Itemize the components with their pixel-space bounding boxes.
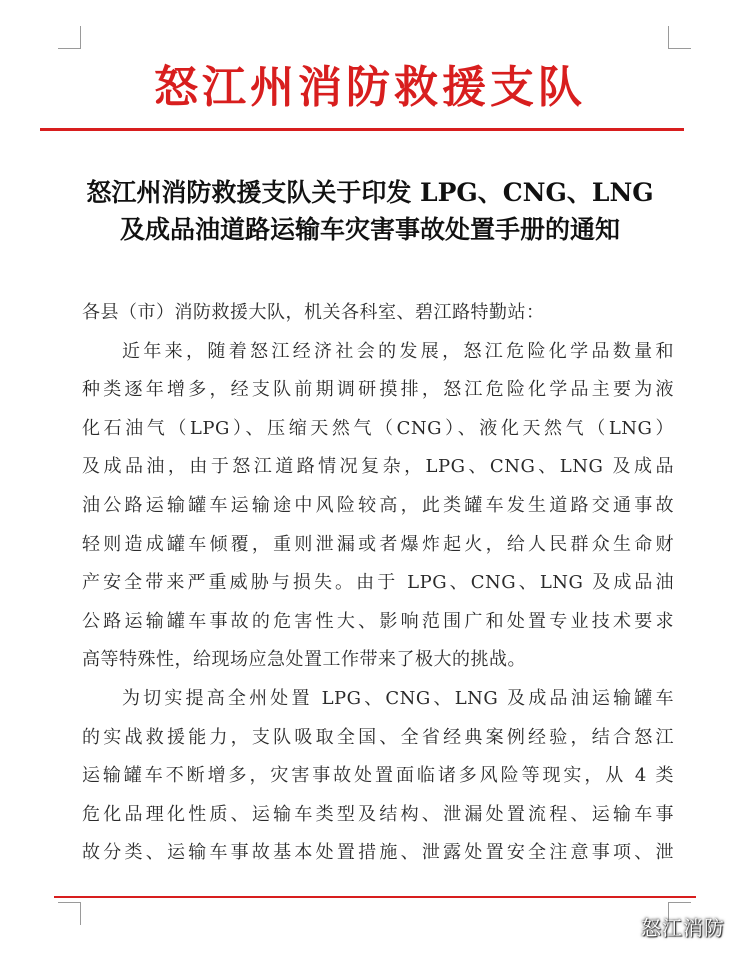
salutation: 各县（市）消防救援大队，机关各科室、碧江路特勤站： (82, 302, 545, 323)
paragraph-1-line: 公路运输罐车事故的危害性大、影响范围广和处置专业技术要求 (82, 610, 674, 632)
document-body (82, 294, 674, 873)
crop-mark-top-right (668, 26, 691, 49)
paragraph-2-line: 运输罐车不断增多，灾害事故处置面临诸多风险等现实，从 4 类 (82, 765, 674, 787)
title-line-1: 怒江州消防救援支队关于印发 LPG、CNG、LNG (86, 178, 654, 207)
paragraph-1-line: 化石油气（LPG）、压缩天然气（CNG）、液化天然气（LNG） (82, 417, 674, 439)
watermark-text: 怒江消防 (641, 916, 725, 940)
document-header-org-name: 怒江州消防救援支队 (154, 62, 586, 113)
document-title (60, 174, 680, 248)
paragraph-1-line: 近年来，随着怒江经济社会的发展，怒江危险化学品数量和 (122, 340, 674, 362)
paragraph-2-line: 故分类、运输车事故基本处置措施、泄露处置安全注意事项、泄 (82, 842, 674, 864)
crop-mark-bottom-left (58, 902, 81, 925)
paragraph-1-line: 高等特殊性，给现场应急处置工作带来了极大的挑战。 (82, 649, 526, 671)
paragraph-1-line: 轻则造成罐车倾覆，重则泄漏或者爆炸起火，给人民群众生命财 (82, 533, 674, 555)
header-red-rule (40, 128, 684, 131)
paragraph-2-line: 的实战救援能力，支队吸取全国、全省经典案例经验，结合怒江 (82, 726, 674, 748)
title-line-2: 及成品油道路运输车灾害事故处置手册的通知 (119, 215, 620, 244)
paragraph-2-line: 为切实提高全州处置 LPG、CNG、LNG 及成品油运输罐车 (122, 687, 674, 709)
paragraph-1-line: 产安全带来严重威胁与损失。由于 LPG、CNG、LNG 及成品油 (82, 572, 674, 594)
paragraph-1-line: 种类逐年增多，经支队前期调研摸排，怒江危险化学品主要为液 (82, 379, 674, 401)
paragraph-1-line: 及成品油，由于怒江道路情况复杂，LPG、CNG、LNG 及成品 (82, 456, 674, 478)
paragraph-1-line: 油公路运输罐车运输途中风险较高，此类罐车发生道路交通事故 (82, 494, 674, 516)
paragraph-2-line: 危化品理化性质、运输车类型及结构、泄漏处置流程、运输车事 (82, 803, 674, 825)
footer-red-rule (54, 896, 696, 898)
crop-mark-top-left (58, 26, 81, 49)
